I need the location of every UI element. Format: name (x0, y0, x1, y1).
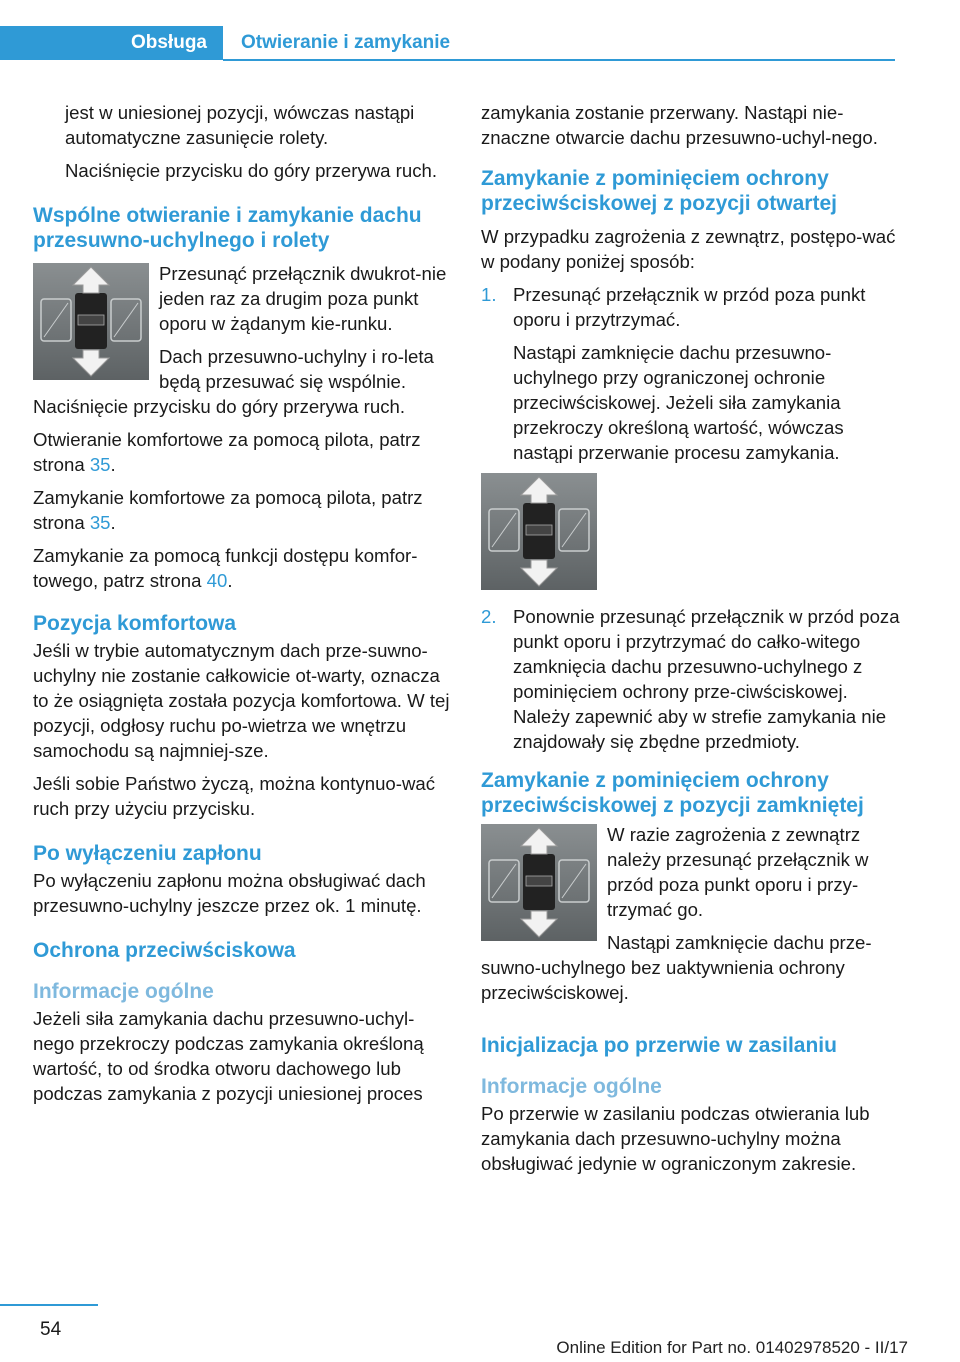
page-number: 54 (40, 1319, 62, 1340)
tab-chapter[interactable]: Otwieranie i zamykanie (241, 32, 451, 53)
step-2-text: Ponownie przesunąć przełącznik w przód poza punkt oporu i przytrzymać do całko‐witego zamknięcia dachu przesuwno-uchylnego z pominięciem ochrony prze‐ciwściskowej. Należy zapewnić aby w strefie zamykania nie znajdowały się zbędne przedmioty. (513, 606, 900, 752)
heading-initialization: Inicjalizacja po przerwie w zasilaniu (481, 1034, 837, 1057)
page-link[interactable]: 40 (206, 570, 228, 591)
list-item (481, 282, 901, 465)
continued-paragraph: zamykania zostanie przerwany. Nastąpi nie‐znaczne otwarcie dachu przesuwno-uchyl‐nego. (481, 102, 878, 148)
steps-list (481, 282, 901, 465)
step-1-text: Przesunąć przełącznik w przód poza punkt oporu i przytrzymać. (513, 284, 866, 330)
step-1-result: Nastąpi zamknięcie dachu przesuwno-uchylnego przy ograniczonej ochronie przeciwściskowej. Jeżeli siła zamykania przekroczy określoną wartość, wówczas nastąpi przerwanie procesu zamykania. (513, 342, 844, 463)
subheading-general-info: Informacje ogólne (33, 980, 214, 1003)
comfort-paragraph-1: Jeśli w trybie automatycznym dach prze‐suwno-uchylny nie zostanie całkowicie ot‐warty, oznacza to że osiągnięta została pozycja komfortowa. W tej pozycji, odgłosy ruchu po‐wietrza we wnętrzu samochodu są najmniej‐sze. (33, 640, 450, 761)
footer-divider (0, 1304, 98, 1306)
steps-list (481, 604, 901, 754)
heading-bypass-closed: Zamykanie z pominięciem ochrony przeciwściskowej z pozycji zamkniętej (481, 769, 864, 817)
left-column (33, 100, 451, 1114)
heading-joint-operation: Wspólne otwieranie i zamykanie dachu przesuwno-uchylnego i rolety (33, 204, 422, 252)
reference-comfort-opening: Otwieranie komfortowe za pomocą pilota, patrz strona 35. (33, 429, 421, 475)
step-number: 1. (481, 284, 497, 305)
pinch-paragraph: Jeżeli siła zamykania dachu przesuwno-uchyl‐nego przekroczy podczas zamykania określoną wartość, to od środka otworu dachowego lub podczas zamykania z pozycji uniesionej proces (33, 1008, 424, 1104)
bypass-closed-paragraph-1: W razie zagrożenia z zewnątrz należy przesunąć przełącznik w przód poza punkt oporu i przy‐trzymać go. (607, 824, 869, 920)
intro-paragraph-2: Naciśnięcie przycisku do góry przerywa ruch. (65, 160, 438, 181)
subheading-general-info: Informacje ogólne (481, 1075, 662, 1098)
intro-paragraph-1: jest w uniesionej pozycji, wówczas nastąpi automatyczne zasunięcie rolety. (65, 102, 415, 148)
joint-paragraph-2: Dach przesuwno-uchylny i ro‐leta będą przesuwać się wspólnie. Naciśnięcie przycisku do góry przerywa ruch. (33, 346, 434, 417)
init-paragraph: Po przerwie w zasilaniu podczas otwierania lub zamykania dach przesuwno-uchylny można obsługiwać jedynie w ograniczonym zakresie. (481, 1103, 870, 1174)
heading-comfort-position: Pozycja komfortowa (33, 612, 237, 635)
reference-comfort-access: Zamykanie za pomocą funkcji dostępu komfor‐towego, patrz strona 40. (33, 545, 418, 591)
page-link[interactable]: 35 (89, 454, 111, 475)
page-link[interactable]: 35 (89, 512, 111, 533)
reference-comfort-closing: Zamykanie komfortowe za pomocą pilota, patrz strona 35. (33, 487, 423, 533)
ignition-paragraph: Po wyłączeniu zapłonu można obsługiwać dach przesuwno-uchylny jeszcze przez ok. 1 minutę. (33, 870, 426, 916)
comfort-paragraph-2: Jeśli sobie Państwo życzą, można kontynuo‐wać ruch przy użyciu przycisku. (33, 773, 436, 819)
list-item (481, 604, 901, 754)
joint-section (33, 261, 451, 427)
bypass-closed-paragraph-2: Nastąpi zamknięcie dachu prze‐suwno-uchylnego bez uaktywnienia ochrony przeciwściskowej. (481, 932, 872, 1003)
right-column (481, 100, 901, 1184)
bypass-closed-section (481, 822, 901, 1013)
step-number: 2. (481, 606, 497, 627)
joint-paragraph-1: Przesunąć przełącznik dwukrot‐nie jeden raz za drugim poza punkt oporu w żądanym kie‐runku. (159, 263, 447, 334)
bypass-open-paragraph: W przypadku zagrożenia z zewnątrz, postępo‐wać w podany poniżej sposób: (481, 226, 896, 272)
roof-switch-illustration (481, 473, 597, 590)
roof-switch-illustration (481, 824, 597, 941)
heading-bypass-open: Zamykanie z pominięciem ochrony przeciwściskowej z pozycji otwartej (481, 167, 837, 215)
header-tabs (0, 26, 895, 60)
edition-label: Online Edition for Part no. 01402978520 - II/17 (556, 1338, 908, 1357)
heading-pinch-protection: Ochrona przeciwściskowa (33, 939, 296, 962)
roof-switch-illustration (33, 263, 149, 380)
header-divider (223, 59, 895, 61)
heading-after-ignition: Po wyłączeniu zapłonu (33, 842, 262, 865)
tab-section[interactable]: Obsługa (0, 26, 223, 60)
